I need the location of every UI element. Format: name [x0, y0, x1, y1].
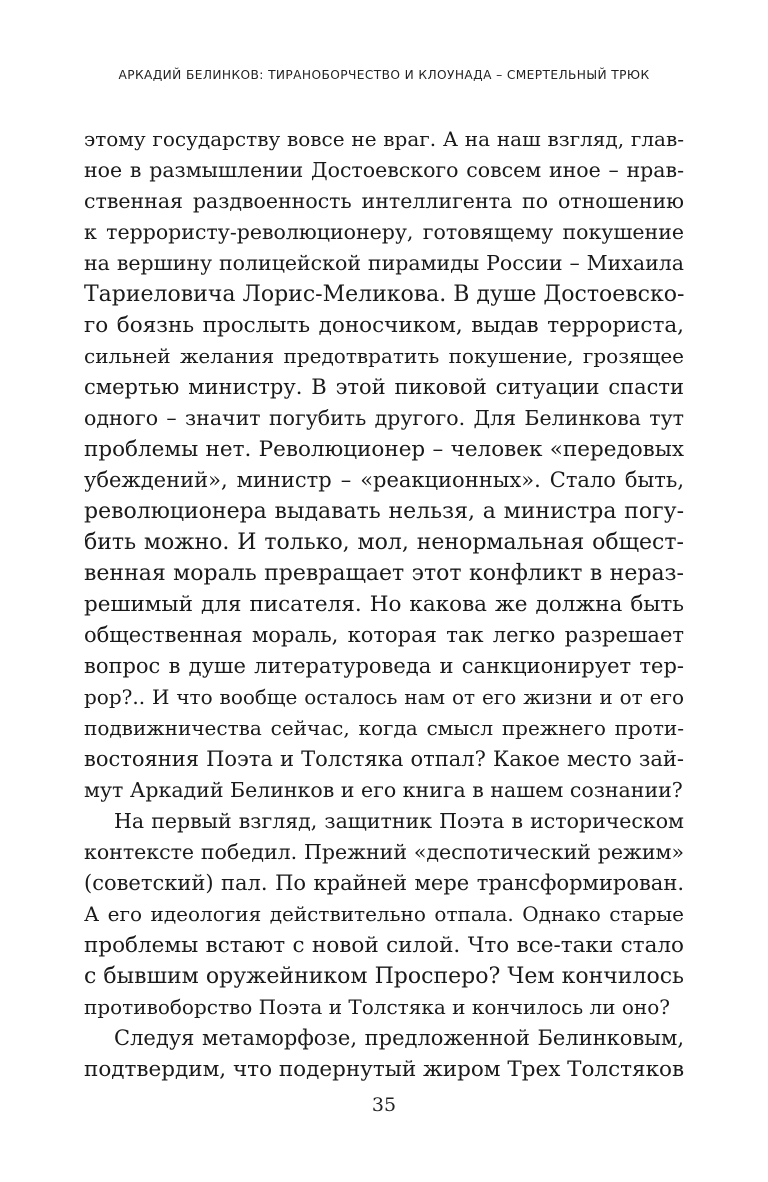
text-line: А его идеология действительно отпала. Однако старые — [84, 902, 684, 926]
text-line: подвижничества сейчас, когда смысл прежнего проти- — [84, 716, 684, 740]
text-line: ственная раздвоенность интеллигента по отношению — [84, 189, 684, 213]
text-block — [84, 124, 684, 1085]
text-line: одного – значит погубить другого. Для Белинкова тут — [84, 406, 684, 430]
paragraph-first-line: Следуя метаморфозе, предложенной Белинковым, — [114, 1026, 684, 1050]
text-line: подтвердим, что подернутый жиром Трех Толстяков — [84, 1057, 685, 1082]
text-line: контексте победил. Прежний «деспотический режим» — [84, 840, 684, 864]
text-line: смертью министру. В этой пиковой ситуации спасти — [84, 375, 684, 399]
text-line: рор?.. И что вообще осталось нам от его жизни и от его — [84, 685, 684, 709]
text-line: мут Аркадий Белинков и его книга в нашем сознании? — [84, 778, 683, 802]
paragraph-first-line: На первый взгляд, защитник Поэта в историческом — [114, 809, 684, 833]
text-line: венная мораль превращает этот конфликт в нераз- — [84, 561, 684, 586]
text-line: го боязнь прослыть доносчиком, выдав террориста, — [84, 313, 684, 338]
text-line: общественная мораль, которая так легко разрешает — [84, 623, 684, 647]
text-line: к террористу-революционеру, готовящему покушение — [84, 220, 684, 244]
text-line: этому государству вовсе не враг. А на наш взгляд, глав- — [84, 127, 684, 151]
page-number: 35 — [371, 1094, 397, 1116]
text-line: противоборство Поэта и Толстяка и кончилось ли оно? — [84, 995, 670, 1019]
text-line: на вершину полицейской пирамиды России – Михаила — [84, 251, 684, 275]
running-head: АРКАДИЙ БЕЛИНКОВ: ТИРАНОБОРЧЕСТВО И КЛОУНАДА – СМЕРТЕЛЬНЫЙ ТРЮК — [118, 68, 650, 82]
text-line: (советский) пал. По крайней мере трансформирован. — [84, 871, 684, 895]
text-line: ное в размышлении Достоевского совсем иное – нрав- — [84, 158, 684, 182]
text-line: Тариеловича Лорис-Меликова. В душе Достоевско- — [84, 282, 685, 307]
text-line: востояния Поэта и Толстяка отпал? Какое место зай- — [84, 747, 684, 771]
text-line: революционера выдавать нельзя, а министра погу- — [84, 499, 684, 524]
text-line: проблемы нет. Революционер – человек «передовых — [84, 437, 684, 462]
text-line: убеждений», министр – «реакционных». Стало быть, — [84, 468, 684, 492]
text-line: сильней желания предотвратить покушение, грозящее — [84, 344, 684, 368]
text-line: решимый для писателя. Но какова же должна быть — [84, 592, 684, 617]
text-line: с бывшим оружейником Просперо? Чем кончилось — [84, 964, 684, 989]
text-line: вопрос в душе литературоведа и санкционирует тер- — [84, 654, 684, 678]
text-line: проблемы встают с новой силой. Что все-таки стало — [84, 933, 684, 958]
text-line: бить можно. И только, мол, ненормальная общест- — [84, 530, 684, 555]
